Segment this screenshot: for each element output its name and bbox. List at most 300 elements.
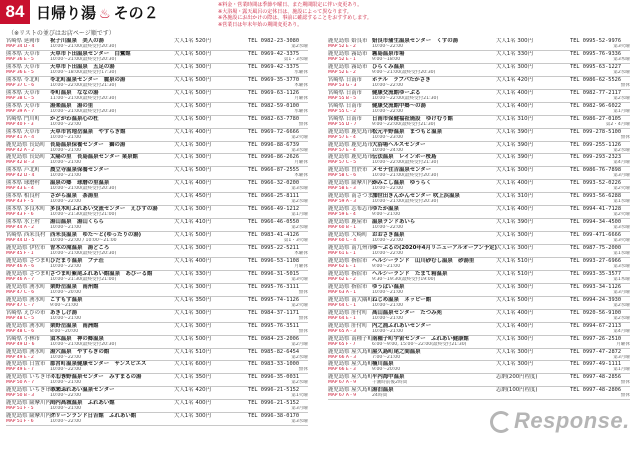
entry-map-ref: MAP 49 E - 2 xyxy=(6,354,34,360)
entry-map-ref: MAP 40 F - 3 xyxy=(6,121,34,127)
entry-fee: 大人1名 300円 xyxy=(174,413,211,420)
entry-closed-day: 第3月曜 xyxy=(613,173,630,179)
entry-fee: 大人1名 500円 xyxy=(174,232,211,239)
entry-location: 鹿児島県 湧水町 xyxy=(6,283,46,290)
entry-location: 鹿児島県 肝付町 xyxy=(328,309,368,316)
onsen-entry xyxy=(328,64,630,77)
entry-line-2 xyxy=(328,303,630,309)
entry-location: 鹿児島県 屋久島町 xyxy=(328,387,373,394)
entry-location: 鹿児島県 鹿屋市 xyxy=(328,219,368,226)
right-column xyxy=(328,38,630,400)
entry-map-ref: MAP 49 E - 7 xyxy=(6,367,34,373)
entry-hours: 10:00～22:00 xyxy=(50,263,82,269)
entry-hours: 10:00～21:00 xyxy=(372,315,404,321)
entry-tel: TEL 0920-56-9100 xyxy=(570,309,622,316)
entry-tel: TEL 0994-34-4500 xyxy=(570,219,622,226)
entry-line-2 xyxy=(6,277,308,283)
entry-closed-day: 第3月曜 xyxy=(613,289,630,295)
entry-hours: 9:00～21:00 xyxy=(372,212,401,218)
entry-line-2 xyxy=(328,173,630,179)
entry-hours: 10:00～22:00 xyxy=(372,108,404,114)
entry-map-ref: MAP 47 C - 6 xyxy=(6,289,35,295)
entry-line-2 xyxy=(6,148,308,154)
onsen-entry xyxy=(328,323,630,336)
entry-tel: TEL 0985-82-6454 xyxy=(248,348,300,355)
entry-hours: 10:00～21:00(最終受付20:30) xyxy=(372,199,439,205)
entry-hours: 11:00～21:00(最終受付20:30) xyxy=(50,95,117,101)
entry-location: 鹿児島県 鹿児島市 xyxy=(328,141,373,148)
entry-tel: TEL 0982-96-6022 xyxy=(570,102,622,109)
entry-map-ref: MAP 58 C - 6 xyxy=(328,173,357,179)
entry-fee: 大人1名 300円 xyxy=(496,38,533,44)
onsen-entry xyxy=(328,142,630,155)
entry-hours: 10:00～22:00 xyxy=(50,393,82,399)
entry-hours: 9:00～20:00 xyxy=(372,367,401,373)
entry-name: おおさき温泉 xyxy=(372,232,405,239)
entry-map-ref: MAP 66 E - 3 xyxy=(328,367,356,373)
entry-fee: 大人1名 400円 xyxy=(496,180,533,187)
entry-map-ref: MAP 42 A - 2 xyxy=(6,147,34,153)
left-column xyxy=(6,38,308,426)
entry-closed-day: 第3水曜 xyxy=(291,147,308,153)
entry-tel: TEL 0997-48-2856 xyxy=(570,374,622,381)
entry-line-2 xyxy=(6,199,308,205)
entry-location: 宮崎県 日南市 xyxy=(328,115,363,122)
entry-location: 熊本県 相良村 xyxy=(6,193,41,200)
entry-tel: TEL 0982-59-0100 xyxy=(248,102,300,109)
entry-line-2 xyxy=(6,173,308,179)
entry-closed-day: 第2水曜 xyxy=(613,147,630,153)
entry-fee: 大人1名 300円 xyxy=(496,63,533,70)
entry-closed-day: 第1月曜 xyxy=(613,108,630,114)
entry-location: 熊本県 芦北町 xyxy=(6,167,41,174)
entry-map-ref: MAP 60 C - 4 xyxy=(328,238,357,244)
onsen-entry xyxy=(6,232,308,245)
entry-location: 鹿児島県 南さつま市 xyxy=(328,193,379,200)
entry-hours: 10:00～22:00 xyxy=(372,44,404,49)
entry-fee: 大人1名 510円 xyxy=(174,348,211,355)
entry-tel: TEL 0966-87-2555 xyxy=(248,167,300,174)
entry-line-2 xyxy=(6,316,308,322)
onsen-entry xyxy=(328,232,630,245)
entry-tel: TEL 099-255-1126 xyxy=(570,141,622,148)
entry-fee: 大人1名 330円 xyxy=(174,270,211,277)
onsen-entry xyxy=(6,374,308,387)
entry-fee: 大人1名 300円 xyxy=(174,141,211,148)
entry-tel: TEL 0996-21-5152 xyxy=(248,400,300,407)
note-line: ※料金・営業時間は季節や曜日、また期間限定に伴い変更あり。 xyxy=(218,2,363,8)
entry-closed-day: 第1・3火曜 xyxy=(283,238,308,244)
entry-location: 熊本県 天草市 xyxy=(6,102,41,109)
entry-hours: 10:00～22:00 xyxy=(50,121,82,127)
entry-closed-day: 第2水曜 xyxy=(613,302,630,308)
entry-hours: 10:00～18:00(最終受付17:30) xyxy=(50,69,117,75)
entry-line-2 xyxy=(328,277,630,283)
entry-line-2 xyxy=(6,225,308,231)
entry-name: 健康交流館ゆーぷる xyxy=(372,89,421,96)
entry-map-ref: MAP 60 B - 1 xyxy=(328,225,356,231)
entry-closed-day: 第1月曜 xyxy=(291,212,308,218)
entry-location: 鹿児島県 姶良市 xyxy=(328,38,368,44)
entry-closed-day: 月曜休 xyxy=(294,160,308,166)
entry-name: ねじめ温泉 ネッピー館 xyxy=(372,296,432,303)
entry-hours: 10:00～21:30(最終受付21:00) xyxy=(50,212,117,218)
entry-fee: 大人1名 390円 xyxy=(496,141,533,148)
entry-tel: TEL 0993-34-1126 xyxy=(570,283,622,290)
entry-map-ref: MAP 52 E - 2 xyxy=(328,69,356,75)
entry-name: 屋久島町尾之間温泉 xyxy=(372,348,421,355)
entry-name: 太陽の里 長島温泉センター 業泉館 xyxy=(50,154,138,161)
entry-location: 鹿児島県 大崎町 xyxy=(328,232,368,239)
onsen-entry xyxy=(328,116,630,129)
entry-map-ref: MAP 44 A - 2 xyxy=(6,225,34,231)
entry-tel: TEL 0995-76-9336 xyxy=(570,50,622,57)
entry-tel: TEL 0996-38-0170 xyxy=(248,413,300,420)
entry-tel: TEL 0987-75-2000 xyxy=(570,245,622,251)
entry-tel: TEL 0995-76-3511 xyxy=(248,322,300,329)
entry-hours: 10:00～21:00(最終受付20:30) xyxy=(50,44,117,49)
entry-tel: TEL 0983-33-1000 xyxy=(248,361,300,368)
entry-map-ref: MAP 67 A - 9 xyxy=(328,393,356,399)
notes-block xyxy=(218,2,372,28)
entry-tel: TEL 0994-24-3930 xyxy=(570,296,622,303)
entry-line-2 xyxy=(6,329,308,335)
entry-map-ref: MAP 58 E - 3 xyxy=(328,186,356,192)
entry-closed-day: 第2火曜 xyxy=(613,186,630,192)
entry-hours: 9:00～21:00(最終受付20:30) xyxy=(372,69,436,75)
entry-location: 鹿児島県 いちき串木野市 xyxy=(6,374,68,381)
onsen-entry xyxy=(328,336,630,349)
entry-line-2 xyxy=(328,57,630,63)
onsen-entry xyxy=(328,349,630,362)
entry-hours: 10:00～21:00(最終受付20:30) xyxy=(50,108,117,114)
entry-location: 熊本県 苓北町 xyxy=(6,76,41,83)
onsen-entry xyxy=(6,323,308,336)
onsen-entry xyxy=(328,180,630,193)
entry-line-2 xyxy=(6,406,308,412)
entry-line-2 xyxy=(328,186,630,192)
entry-map-ref: MAP 52 E - 1 xyxy=(328,56,356,62)
entry-name: かどがわ温泉心の杜 xyxy=(50,115,99,122)
entry-fee: 大人1名 510円 xyxy=(496,270,533,277)
entry-name: こすもす温泉 xyxy=(50,296,83,303)
entry-fee: 大人1名 400円 xyxy=(174,180,211,187)
entry-location: 鹿児島県 南九州市 xyxy=(328,245,373,251)
entry-fee: 大人1名 510円 xyxy=(496,257,533,264)
entry-hours: 10:00～21:00 xyxy=(372,289,404,295)
entry-name: ホテル ラプパたかさき xyxy=(372,76,431,83)
entry-tel: TEL 0982-63-7780 xyxy=(248,115,300,122)
entry-location: 鹿児島県 薩摩川内市 xyxy=(328,180,379,187)
onsen-entry xyxy=(328,258,630,271)
entry-tel: TEL 0996-88-6739 xyxy=(248,141,300,148)
entry-line-2 xyxy=(6,57,308,63)
entry-line-2 xyxy=(328,160,630,166)
entry-location: 鹿児島県 霧島市 xyxy=(328,50,368,57)
onsen-entry xyxy=(6,349,308,362)
onsen-entry xyxy=(6,129,308,142)
entry-hours: 10:00～21:00 xyxy=(50,315,82,321)
entry-hours: 10:00～21:00 xyxy=(50,225,82,231)
entry-line-2 xyxy=(328,212,630,218)
entry-map-ref: MAP 62 E - 2 xyxy=(328,276,356,282)
onsen-entry xyxy=(328,51,630,64)
entry-line-2 xyxy=(328,380,630,386)
entry-line-2 xyxy=(6,367,308,373)
onsen-entry xyxy=(6,142,308,155)
entry-fee: 大人1名 300円 xyxy=(174,322,211,329)
entry-line-2 xyxy=(6,264,308,270)
entry-closed-day: 月曜休 xyxy=(616,341,630,347)
entry-fee: 大人1名 500円 xyxy=(174,102,211,109)
entry-name: くしき野温泉センター みすまるの湯 xyxy=(50,374,142,381)
entry-name: 天草市宮地岳温泉 やすらぎ館 xyxy=(50,128,126,135)
entry-name: 農立寺温泉保養センター xyxy=(50,167,110,174)
entry-hours: 9:30～19:30(最終受付19:00) xyxy=(372,276,436,282)
entry-closed-day: 第3水曜 xyxy=(291,186,308,192)
entry-location: 宮崎県 えびの市 xyxy=(6,309,46,316)
entry-hours: 9:00～21:00 xyxy=(50,302,79,308)
onsen-entry xyxy=(6,38,308,51)
entry-fee: 志納(100円程度) xyxy=(496,387,538,394)
entry-tel: TEL 0993-35-3577 xyxy=(570,270,622,277)
entry-closed-day: 無休 xyxy=(298,121,308,127)
entry-hours: 10:00～22:00 xyxy=(50,419,82,425)
entry-location: 鹿児島県 指宿市 xyxy=(328,270,368,277)
entry-map-ref: MAP 48 C - 6 xyxy=(6,328,35,334)
entry-name: 栗野岳温泉 南州館 xyxy=(50,283,99,290)
onsen-entry xyxy=(328,387,630,400)
entry-hours: 10:00～21:00(最終受付20:30) xyxy=(50,341,117,347)
entry-location: 宮崎県 門川町 xyxy=(6,115,41,122)
entry-fee: 大人1名 400円 xyxy=(174,257,211,264)
entry-closed-day: 水曜休 xyxy=(294,108,308,114)
entry-name: 温泉の郷 球磨の里温泉 xyxy=(50,180,110,187)
entry-fee: 大人1名 310円 xyxy=(496,115,533,122)
onsen-entry xyxy=(6,51,308,64)
entry-tel: TEL 0996-21-5152 xyxy=(248,387,300,394)
onsen-entry xyxy=(6,361,308,374)
entry-hours: 10:00～21:00 xyxy=(372,328,404,334)
entry-name: 西米良温泉 ゆた～と(ゆったりの湯) xyxy=(50,232,142,239)
entry-name: 温泉ランドあいら xyxy=(372,219,416,226)
entry-location: 鹿児島県 肝付町 xyxy=(328,322,368,329)
entry-name: ヘルシーランド 山川砂むし温泉 砂湯里 xyxy=(372,257,475,264)
entry-map-ref: MAP 49 D - 6 xyxy=(6,341,35,347)
entry-name: 伝法温泉 レインボー桜島 xyxy=(372,154,437,161)
onsen-entry xyxy=(328,38,630,51)
entry-hours: 10:00～23:00 xyxy=(372,134,404,140)
entry-name: 須木温泉 神の郷温泉 xyxy=(50,335,104,342)
entry-tel: TEL 0995-74-1126 xyxy=(248,296,300,303)
onsen-entry xyxy=(328,193,630,206)
entry-fee: 大人1名 300円 xyxy=(496,232,533,239)
entry-location: 鹿児島県 鹿児島市 xyxy=(328,128,373,135)
entry-closed-day: 第2水曜 xyxy=(291,354,308,360)
entry-tel: TEL 0984-37-1171 xyxy=(248,309,300,316)
entry-location: 熊本県 球磨村 xyxy=(6,180,41,187)
entry-location: 鹿児島県 日置市 xyxy=(6,361,46,368)
onsen-entry xyxy=(6,336,308,349)
entry-line-2 xyxy=(328,199,630,205)
entry-closed-day: 木曜休 xyxy=(294,173,308,179)
entry-line-2 xyxy=(328,109,630,115)
entry-hours: 24時間 xyxy=(372,393,388,399)
entry-tel: TEL 0966-49-1212 xyxy=(248,206,300,213)
entry-line-2 xyxy=(328,316,630,322)
entry-closed-day: 第3水曜 xyxy=(613,225,630,231)
entry-hours: 10:00～22:00(最終受付21:30) xyxy=(372,160,439,166)
entry-line-2 xyxy=(6,109,308,115)
entry-hours: 10:00～22:00 xyxy=(372,251,404,256)
entry-location: 熊本県 天草市 xyxy=(6,63,41,70)
entry-tel: TEL 0993-52-0226 xyxy=(570,180,622,187)
entry-name: ゆたか温泉 xyxy=(372,206,399,213)
entry-tel: TEL 0986-76-7898 xyxy=(570,167,622,174)
title-main: 日帰り湯 xyxy=(36,4,97,22)
entry-fee: 大人1名 500円 xyxy=(174,89,211,96)
entry-fee: 大人1名 300円 xyxy=(496,245,533,251)
entry-location: 鹿児島県 志布志市 xyxy=(328,206,373,213)
entry-closed-day: 第2火曜 xyxy=(291,134,308,140)
entry-map-ref: MAP 43 E - 4 xyxy=(6,186,34,192)
entry-name: 平内海中温泉 xyxy=(372,374,405,381)
onsen-entry xyxy=(6,387,308,400)
onsen-entry xyxy=(6,167,308,180)
entry-tel: TEL 0995-22-5211 xyxy=(248,245,300,251)
entry-fee: 志納(200円程度) xyxy=(496,374,538,381)
entry-map-ref: MAP 51 F - 5 xyxy=(6,406,34,412)
entry-hours: 10:00～21:00(最終受付20:30) xyxy=(372,173,439,179)
title-sub: その２ xyxy=(113,4,159,22)
page-number-badge: 84 xyxy=(0,0,30,24)
entry-closed-day: 第3水曜 xyxy=(613,263,630,269)
entry-line-2 xyxy=(6,303,308,309)
entry-closed-day: 第1水曜 xyxy=(613,251,630,256)
entry-name: 湯山温泉 湯山くらら xyxy=(50,219,104,226)
entry-location: 鹿児島県 南大隅町 xyxy=(328,296,373,303)
entry-tel: TEL 0996-53-1108 xyxy=(248,257,300,264)
note-line: ※各施設にお出かけの際は、事前に確認することをおすすめします。 xyxy=(218,15,372,22)
onsen-entry xyxy=(6,310,308,323)
entry-map-ref: MAP 59 E - 4 xyxy=(328,212,356,218)
entry-name: メセナ住吉温泉センター xyxy=(372,167,432,174)
entry-map-ref: MAP 38 C - 5 xyxy=(6,95,35,101)
entry-line-2 xyxy=(6,238,308,244)
entry-tel: TEL 0996-86-2626 xyxy=(248,154,300,161)
entry-map-ref: MAP 46 A - 6 xyxy=(6,263,34,269)
entry-closed-day: 木曜休 xyxy=(294,251,308,256)
entry-map-ref: MAP 57 E - 4 xyxy=(328,147,356,153)
entry-tel: TEL 099-293-2323 xyxy=(570,154,622,161)
onsen-entry xyxy=(328,129,630,142)
entry-fee: 大人1名 350円 xyxy=(174,296,211,303)
entry-hours: 10:00～21:00 xyxy=(372,302,404,308)
entry-fee: 大人1名 400円 xyxy=(496,309,533,316)
entry-hours: 8:00～20:00 xyxy=(50,328,79,334)
entry-closed-day: 第2水曜 xyxy=(291,225,308,231)
entry-hours: 10:00～21:00 xyxy=(50,134,82,140)
entry-tel: TEL 0966-32-0200 xyxy=(248,180,300,187)
entry-map-ref: MAP 37 C - 6 xyxy=(6,82,35,88)
entry-location: 熊本県 天草市 xyxy=(6,128,41,135)
onsen-entry xyxy=(328,219,630,232)
entry-fee: 大人1名 400円 xyxy=(496,102,533,109)
entry-closed-day: 無休 xyxy=(620,393,630,399)
entry-fee: 大人1名 330円 xyxy=(496,50,533,57)
entry-name: 加世田きんかんセンター 吹上浜温泉 xyxy=(372,193,460,200)
entry-map-ref: MAP 47 C - 7 xyxy=(6,302,35,308)
entry-location: 熊本県 天草市 xyxy=(6,50,41,57)
entry-location: 鹿児島県 曽於市 xyxy=(328,167,368,174)
entry-line-2 xyxy=(328,96,630,102)
entry-line-2 xyxy=(6,160,308,166)
entry-tel: TEL 0983-41-4126 xyxy=(248,232,300,239)
entry-location: 宮崎県 日南市 xyxy=(328,76,363,83)
entry-line-2 xyxy=(6,96,308,102)
entry-map-ref: MAP 65 F - 7 xyxy=(328,341,356,347)
entry-tel: TEL 0969-42-3375 xyxy=(248,50,300,57)
entry-hours: 干潮時前後2時間 xyxy=(372,380,408,386)
entry-name: ゆ～ぷるの(2020年4月リニューアルオープン予定) xyxy=(372,245,498,251)
entry-map-ref: MAP 57 E - 4 xyxy=(328,134,356,140)
entry-map-ref: MAP 64 C - 1 xyxy=(328,302,357,308)
entry-location: 鹿児島県 さつま町 xyxy=(6,257,51,264)
entry-tel: TEL 0966-25-8111 xyxy=(248,193,300,200)
entry-name: 姶良市蒲生温泉センター くすの湯 xyxy=(372,38,459,44)
entry-location: 宮崎県 日南市 xyxy=(328,102,363,109)
entry-map-ref: MAP 63 A - 1 xyxy=(328,289,356,295)
entry-tel: TEL 0997-47-2872 xyxy=(570,348,622,355)
entry-map-ref: MAP 55 C - 2 xyxy=(328,108,357,114)
entry-map-ref: MAP 53 G - 3 xyxy=(328,82,357,88)
onsen-entry xyxy=(328,206,630,219)
entry-location: 鹿児島県 薩摩川内市 xyxy=(6,400,57,407)
entry-closed-day: 第3水曜 xyxy=(291,419,308,425)
entry-map-ref: MAP 43 F - 5 xyxy=(6,199,34,205)
entry-map-ref: MAP 45 F - 1 xyxy=(6,251,34,256)
entry-line-2 xyxy=(328,44,630,50)
entry-tel: TEL 0995-76-3111 xyxy=(248,283,300,290)
entry-tel: TEL 0997-48-2806 xyxy=(570,387,622,394)
entry-name: 長島温泉保養センター 獅の湯 xyxy=(50,141,126,148)
entry-tel: TEL 0982-77-2117 xyxy=(570,89,622,96)
note-line: ※営業日は年末年始の期間変更あり。 xyxy=(218,21,303,28)
entry-closed-day: 第3火曜 xyxy=(613,44,630,49)
entry-name: 日南市保健福祉施設 ゆけむり館 xyxy=(372,115,453,122)
entry-fee: 大人1名 400円 xyxy=(496,322,533,329)
onsen-entry xyxy=(6,64,308,77)
entry-hours: 10:00～22:00(最終受付21:30) xyxy=(372,95,439,101)
entry-fee: 大人1名 520円 xyxy=(174,38,211,44)
entry-closed-day: 無休 xyxy=(620,82,630,88)
response-watermark xyxy=(490,408,630,434)
onsen-entry xyxy=(328,77,630,90)
entry-name: 郡宮町温泉健康センター サンスピエス xyxy=(50,361,147,368)
entry-fee: 大人1名 300円 xyxy=(496,335,533,342)
entry-name: 祝子川温泉 美人の湯 xyxy=(50,38,104,44)
entry-name: 多良木町ふれあい交流センター えびすの湯 xyxy=(50,206,158,213)
entry-map-ref: MAP 59 A - 3 xyxy=(328,199,356,205)
entry-name: かみこし温泉 ゆうらく xyxy=(372,180,432,187)
entry-fee: 大人1名 450円 xyxy=(174,193,211,200)
entry-location: 宮崎県 小林市 xyxy=(6,335,41,342)
entry-map-ref: MAP 62 E - 1 xyxy=(328,263,356,269)
entry-map-ref: MAP 39 A - 7 xyxy=(6,108,34,114)
entry-line-2 xyxy=(6,212,308,218)
entry-tel: TEL 0993-27-6966 xyxy=(570,257,622,264)
entry-hours: 10:00～21:00 xyxy=(50,147,82,153)
